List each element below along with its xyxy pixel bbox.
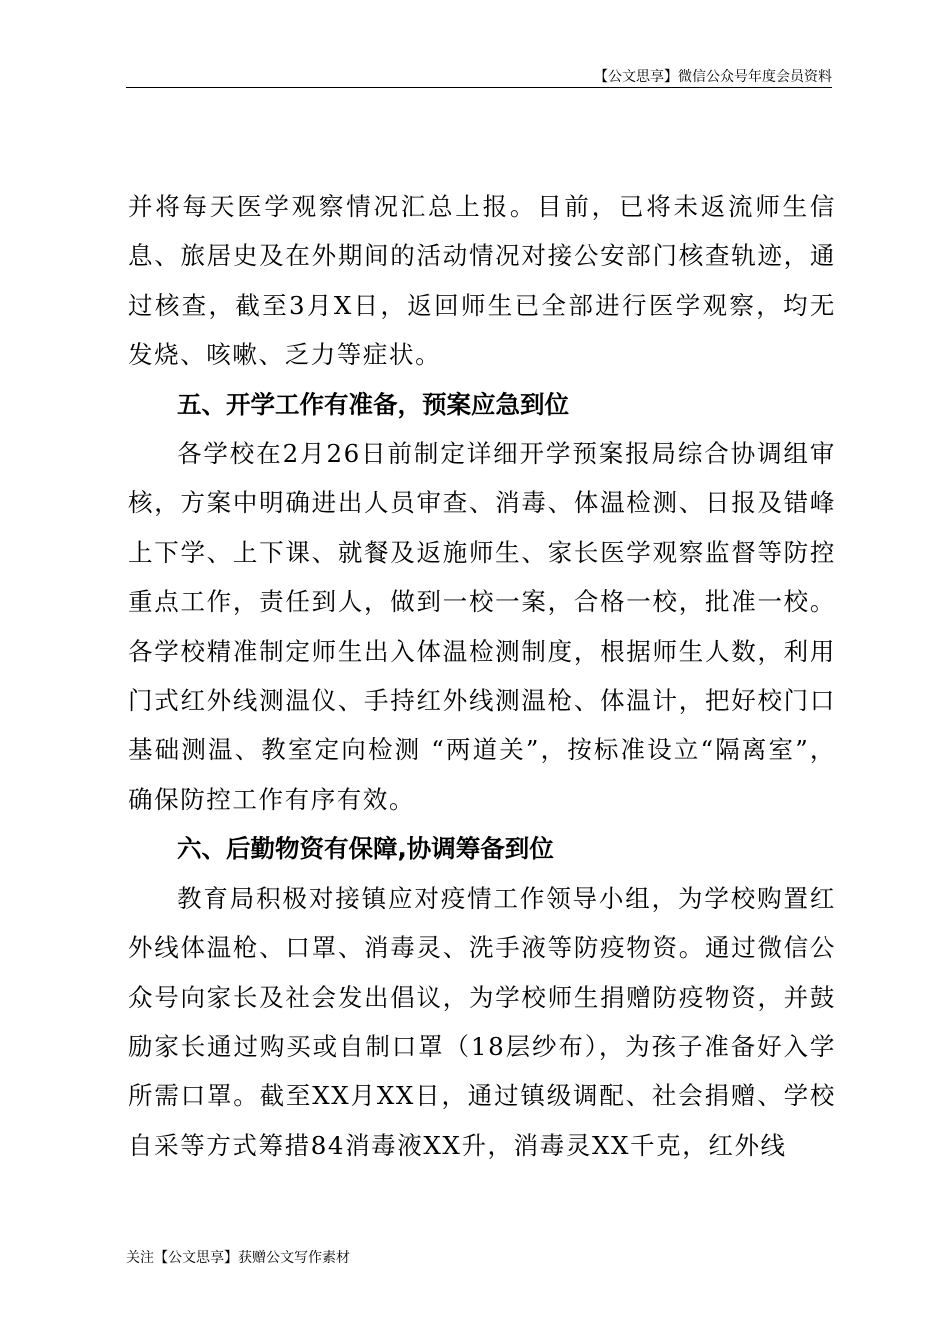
paragraph-continuation: 并将每天医学观察情况汇总上报。目前，已将未返流师生信息、旅居史及在外期间的活动情况对接公安部门核查轨迹，通过核查，截至3月X日，返回师生已全部进行医学观察，均无发烧、咳嗽、乏力等症状。 [128, 192, 836, 370]
section-heading-6: 六、后勤物资有保障,协调筹备到位 [177, 834, 554, 864]
paragraph-section-6: 教育局积极对接镇应对疫情工作领导小组，为学校购置红外线体温枪、口罩、消毒灵、洗手液等防疫物资。通过微信公众号向家长及社会发出倡议，为学校师生捐赠防疫物资，并鼓励家长通过购买或自制口罩（18层纱布），为孩子准备好入学所需口罩。截至XX月XX日，通过镇级调配、社会捐赠、学校自采等方式筹措84消毒液XX升，消毒灵XX千克，红外线 [128, 883, 836, 1160]
section-heading-5: 五、开学工作有准备，预案应急到位 [177, 389, 569, 419]
page-footer-text: 关注【公文思享】获赠公文写作素材 [126, 1250, 350, 1266]
page-header-text: 【公文思享】微信公众号年度会员资料 [594, 69, 832, 85]
document-body [128, 182, 836, 1170]
paragraph-section-5: 各学校在2月26日前制定详细开学预案报局综合协调组审核，方案中明确进出人员审查、消毒、体温检测、日报及错峰上下学、上下课、就餐及返施师生、家长医学观察监督等防控重点工作，责任到人，做到一校一案，合格一校，批准一校。各学校精准制定师生出入体温检测制度，根据师生人数，利用门式红外线测温仪、手持红外线测温枪、体温计，把好校门口基础测温、教室定向检测 “两道关”，按标准设立“隔离室”，确保防控工作有序有效。 [128, 439, 836, 814]
header-divider [126, 87, 832, 88]
